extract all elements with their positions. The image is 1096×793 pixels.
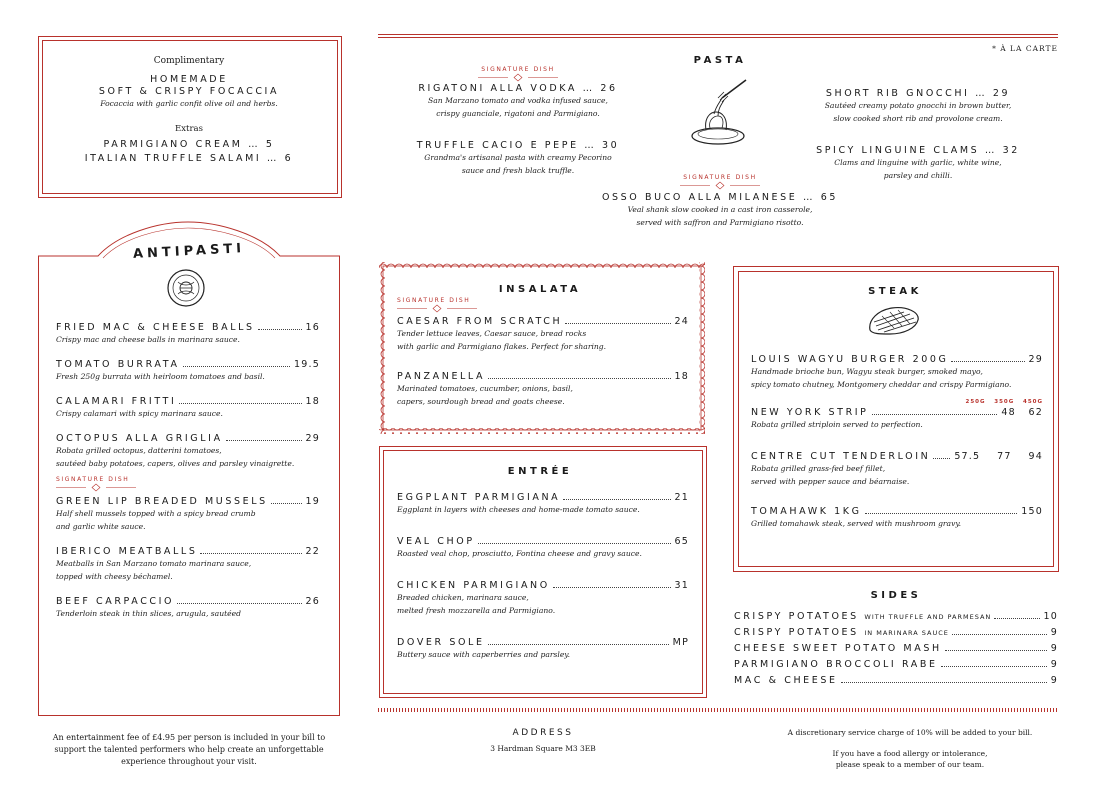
dish-desc: sautéed baby potatoes, capers, olives and parsley vinaigrette. (56, 459, 295, 468)
extra-name: ITALIAN TRUFFLE SALAMI (84, 153, 262, 164)
side-name (734, 627, 949, 638)
signature-ornament (397, 304, 689, 313)
dish-name: CAESAR FROM SCRATCH (397, 316, 563, 327)
dish-desc: parsley and chilli. (883, 171, 953, 180)
pasta-right-column (798, 88, 1038, 182)
dish-name: TOMAHAWK 1KG (751, 506, 862, 517)
dish-price: 19.5 (294, 359, 320, 370)
side-name: CHEESE SWEET POTATO MASH (734, 643, 942, 654)
sides-title: SIDES (870, 590, 922, 601)
dish-desc: Eggplant in layers with cheeses and home-made tomato sauce. (397, 505, 640, 514)
weight-label: 450G (1023, 399, 1043, 405)
dish-name: VEAL CHOP (397, 536, 475, 547)
dish-name: PANZANELLA (397, 371, 486, 382)
dish-name: FRIED MAC & CHEESE BALLS (56, 322, 255, 333)
pasta-fork-icon (688, 78, 752, 152)
dish-desc: Crispy mac and cheese balls in marinara sauce. (56, 335, 240, 344)
complimentary-title: Complimentary (153, 56, 225, 66)
dish-price: 31 (674, 580, 689, 591)
dish-name: GREEN LIP BREADED MUSSELS (56, 496, 268, 507)
service-charge: A discretionary service charge of 10% will be added to your bill. (787, 728, 1033, 737)
signature-label: SIGNATURE DISH (683, 174, 757, 181)
dish-name: DOVER SOLE (397, 637, 485, 648)
dish-name: LOUIS WAGYU BURGER 200G (751, 354, 949, 365)
antipasti-plate-icon (164, 268, 208, 308)
dish-desc: Tenderloin steak in thin slices, arugula, sautéed (56, 609, 241, 618)
signature-ornament (56, 483, 320, 492)
dish-desc: Marinated tomatoes, cucumber, onions, basil, (397, 384, 573, 393)
dish-name: IBERICO MEATBALLS (56, 546, 198, 557)
side-sub: WITH TRUFFLE AND PARMESAN (864, 613, 992, 621)
dish-price: 57.5 77 94 (954, 451, 1043, 462)
footer-rule (378, 708, 1058, 712)
complimentary-section (40, 56, 338, 164)
dish-price: 65 (820, 192, 839, 203)
steak-title: STEAK (868, 286, 922, 297)
dish-price: 29 (1028, 354, 1043, 365)
dish-price: 30 (602, 140, 620, 151)
dish-name: CENTRE CUT TENDERLOIN (751, 451, 931, 462)
dish-desc: Robata grilled striploin served to perfection. (751, 420, 923, 429)
extras-title: Extras (175, 124, 203, 134)
signature-label: SIGNATURE DISH (56, 476, 130, 483)
dish-desc: topped with cheesy béchamel. (56, 572, 173, 581)
dish-price: MP (672, 637, 689, 648)
entree-title: ENTRÉE (507, 466, 573, 477)
dish-price: 22 (305, 546, 320, 557)
side-label: CRISPY POTATOES (734, 627, 859, 638)
menu-item (56, 396, 320, 420)
dish-desc: served with saffron and Parmigiano risotto. (636, 218, 804, 227)
dish-desc: Handmade brioche bun, Wagyu steak burger, smoked mayo, (751, 367, 983, 376)
pasta-item-name: OSSO BUCO ALLA MILANESE … 65 (601, 192, 839, 203)
dish-name: NEW YORK STRIP (751, 407, 869, 418)
signature-ornament (600, 181, 840, 190)
side-label: CRISPY POTATOES (734, 611, 859, 622)
dish-price: 48 62 (1001, 407, 1043, 418)
menu-item (56, 433, 320, 470)
pasta-item-name: RIGATONI ALLA VODKA … 26 (418, 83, 618, 94)
pasta-item-name: SHORT RIB GNOCCHI … 29 (825, 88, 1011, 99)
dish-price: 24 (674, 316, 689, 327)
weight-label: 250G (965, 399, 986, 405)
dish-name: TRUFFLE CACIO E PEPE (416, 140, 579, 151)
pasta-item-name: SPICY LINGUINE CLAMS … 32 (816, 145, 1020, 156)
steak-list (751, 354, 1043, 530)
dish-price: 26 (305, 596, 320, 607)
entertainment-note: An entertainment fee of £4.95 per person is included in your bill to support the talented performers who help create an unforgettable experience throughout your visit. (52, 733, 326, 766)
dish-name: CALAMARI FRITTI (56, 396, 177, 407)
extra-item: PARMIGIANO CREAM … 5 (103, 139, 275, 150)
allergy-note: If you have a food allergy or intolerance, please speak to a member of our team. (832, 749, 988, 769)
dish-price: 21 (674, 492, 689, 503)
dish-desc: sauce and fresh black truffle. (461, 166, 575, 175)
dish-price: 18 (674, 371, 689, 382)
dish-desc: capers, sourdough bread and goats cheese. (397, 397, 565, 406)
focaccia-line1: HOMEMADE (150, 74, 228, 85)
top-rule (378, 34, 1058, 38)
extra-item: ITALIAN TRUFFLE SALAMI … 6 (84, 153, 294, 164)
dish-price: 26 (600, 83, 618, 94)
dish-name: EGGPLANT PARMIGIANA (397, 492, 561, 503)
side-name: PARMIGIANO BROCCOLI RABE (734, 659, 938, 670)
dish-desc: Breaded chicken, marinara sauce, (397, 593, 529, 602)
menu-item (56, 359, 320, 383)
dish-price: 29 (992, 88, 1011, 99)
pasta-center-item (600, 174, 840, 229)
menu-item (56, 322, 320, 346)
side-name: MAC & CHEESE (734, 675, 838, 686)
dish-name: SHORT RIB GNOCCHI (825, 88, 970, 99)
signature-label: SIGNATURE DISH (397, 297, 471, 304)
dish-desc: Sautéed creamy potato gnocchi in brown butter, (824, 101, 1012, 110)
dish-desc: San Marzano tomato and vodka infused sauce, (428, 96, 608, 105)
dish-desc: Tender lettuce leaves, Caesar sauce, bread rocks (397, 329, 587, 338)
focaccia-line2: SOFT & CRISPY FOCACCIA (98, 86, 280, 97)
extra-name: PARMIGIANO CREAM (103, 139, 243, 150)
dish-desc: and garlic white sauce. (56, 522, 146, 531)
dish-price: 65 (674, 536, 689, 547)
dish-price: 16 (305, 322, 320, 333)
focaccia-desc: Focaccia with garlic confit olive oil and herbs. (100, 99, 278, 108)
dish-desc: Grandma's artisanal pasta with creamy Pecorino (424, 153, 612, 162)
dish-name: SPICY LINGUINE CLAMS (816, 145, 980, 156)
extra-price: 5 (265, 139, 275, 150)
dish-desc: Robata grilled grass-fed beef fillet, (751, 464, 886, 473)
dish-name: OCTOPUS ALLA GRIGLIA (56, 433, 223, 444)
dish-desc: Fresh 250g burrata with heirloom tomatoes and basil. (56, 372, 265, 381)
dish-desc: melted fresh mozzarella and Parmigiano. (397, 606, 556, 615)
section-title: ANTIPASTI (132, 241, 246, 262)
steak-icon (864, 302, 924, 338)
pasta-title: PASTA (693, 55, 747, 66)
side-price: 9 (1050, 643, 1058, 654)
dish-desc: served with pepper sauce and béarnaise. (751, 477, 910, 486)
antipasti-list (56, 322, 320, 620)
dish-price: 29 (305, 433, 320, 444)
side-price: 10 (1043, 611, 1058, 622)
pasta-item-name: TRUFFLE CACIO E PEPE … 30 (416, 140, 620, 151)
dish-name: OSSO BUCO ALLA MILANESE (601, 192, 798, 203)
dish-price: 150 (1021, 506, 1043, 517)
side-price: 9 (1050, 659, 1058, 670)
entree-list (397, 492, 689, 661)
dish-desc: crispy guanciale, rigatoni and Parmigiano. (436, 109, 600, 118)
weight-label: 350G (994, 399, 1015, 405)
dish-desc: Roasted veal chop, prosciutto, Fontina cheese and gravy sauce. (397, 549, 642, 558)
dish-desc: spicy tomato chutney, Montgomery cheddar and crispy Parmigiano. (751, 380, 1012, 389)
dish-name: CHICKEN PARMIGIANO (397, 580, 550, 591)
side-sub: IN MARINARA SAUCE (864, 629, 949, 637)
address-text: 3 Hardman Square M3 3EB (490, 744, 596, 753)
dish-desc: Buttery sauce with caperberries and parsley. (397, 650, 571, 659)
insalata-title: INSALATA (498, 284, 582, 295)
dish-price: 19 (305, 496, 320, 507)
side-name (734, 611, 991, 622)
dish-desc: Grilled tomahawk steak, served with mushroom gravy. (751, 519, 962, 528)
signature-ornament (398, 73, 638, 82)
dish-name: BEEF CARPACCIO (56, 596, 175, 607)
dish-desc: with garlic and Parmigiano flakes. Perfect for sharing. (397, 342, 607, 351)
insalata-list (397, 297, 689, 408)
dish-desc: Half shell mussels topped with a spicy bread crumb (56, 509, 256, 518)
dish-name: TOMATO BURRATA (56, 359, 180, 370)
dish-desc: Clams and linguine with garlic, white wine, (834, 158, 1002, 167)
service-note (760, 727, 1060, 770)
sides-list (734, 611, 1058, 686)
signature-label: SIGNATURE DISH (481, 66, 555, 73)
side-price: 9 (1050, 675, 1058, 686)
weight-headers (751, 399, 1043, 405)
dish-price: 18 (305, 396, 320, 407)
a-la-carte-note: * À LA CARTE (992, 44, 1058, 53)
dish-price: 32 (1002, 145, 1020, 156)
dish-desc: Meatballs in San Marzano tomato marinara sauce, (56, 559, 252, 568)
menu-item (56, 596, 320, 620)
pasta-left-column (398, 66, 638, 177)
side-price: 9 (1050, 627, 1058, 638)
antipasti-title (124, 240, 254, 262)
menu-item (56, 546, 320, 583)
dish-desc: Robata grilled octopus, datterini tomatoes, (56, 446, 222, 455)
address-block (470, 728, 616, 753)
menu-item-signature (56, 476, 320, 533)
dish-desc: Veal shank slow cooked in a cast iron casserole, (627, 205, 813, 214)
address-title: ADDRESS (512, 728, 574, 738)
extra-price: 6 (284, 153, 294, 164)
dish-desc: Crispy calamari with spicy marinara sauce. (56, 409, 223, 418)
dish-desc: slow cooked short rib and provolone cream. (833, 114, 1003, 123)
dish-name: RIGATONI ALLA VODKA (418, 83, 577, 94)
